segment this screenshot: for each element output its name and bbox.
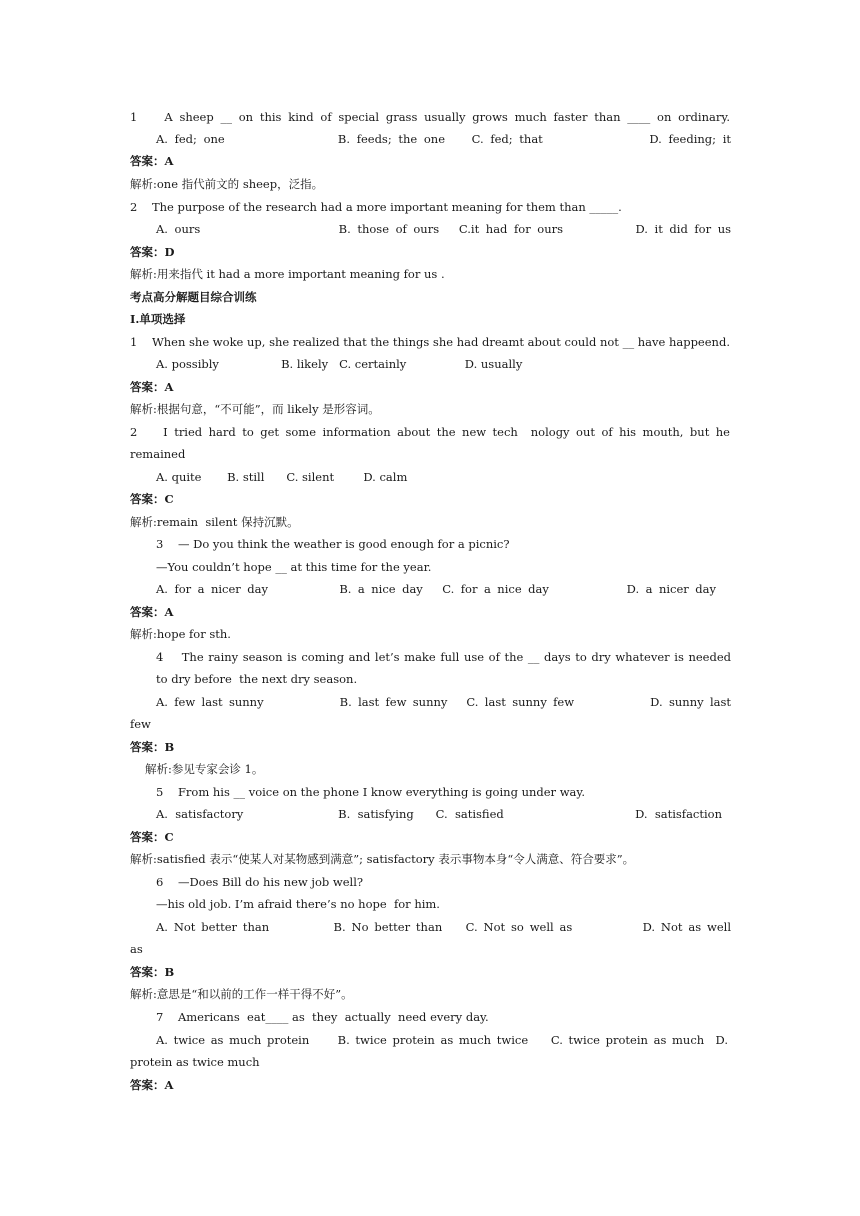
answer-options: A. few last sunny B. last few sunny C. last sunny few D. sunny last xyxy=(156,695,731,709)
answer-options: A. for a nicer day B. a nice day C. for a nice day D. a nicer day xyxy=(156,582,716,596)
text-line: —his old job. I’m afraid there’s no hope for him. xyxy=(156,897,440,911)
answer-line: 答案：C xyxy=(130,492,174,506)
answer-options: A. fed; one B. feeds; the one C. fed; that D. feeding; it xyxy=(156,132,731,146)
text-line: few xyxy=(130,717,151,731)
explanation-line: 解析:根据句意，“不可能”，而 likely 是形容词。 xyxy=(130,402,380,416)
explanation-line: 解析:remain silent 保持沉默。 xyxy=(130,515,299,529)
answer-line: 答案：A xyxy=(130,1078,174,1092)
answer-line: 答案：B xyxy=(130,740,175,754)
answer-line: 答案：C xyxy=(130,830,174,844)
section-heading: 考点高分解题目综合训练 xyxy=(130,290,257,304)
text-line: remained xyxy=(130,447,186,461)
question-stem: 7 Americans eat____ as they actually need every day. xyxy=(156,1010,489,1024)
explanation-line: 解析:意思是“和以前的工作一样干得不好”。 xyxy=(130,987,353,1001)
text-line: as xyxy=(130,942,143,956)
explanation-line: 解析:one 指代前文的 sheep，泛指。 xyxy=(130,177,324,191)
answer-options: A. Not better than B. No better than C. Not so well as D. Not as well xyxy=(156,920,731,934)
explanation-line: 解析:hope for sth. xyxy=(130,627,231,641)
question-stem: 6 —Does Bill do his new job well? xyxy=(156,875,364,889)
explanation-line: 解析:用来指代 it had a more important meaning for us . xyxy=(130,267,445,281)
answer-options: A. satisfactory B. satisfying C. satisfied D. satisfaction xyxy=(156,807,722,821)
answer-line: 答案：B xyxy=(130,965,175,979)
answer-options: A. possibly B. likely C. certainly D. usually xyxy=(156,357,523,371)
question-stem: 2 The purpose of the research had a more important meaning for them than _____. xyxy=(130,200,622,214)
question-stem: 1 A sheep __ on this kind of special grass usually grows much faster than ____ on ordinary. xyxy=(130,110,730,124)
answer-line: 答案：A xyxy=(130,605,174,619)
explanation-line: 解析:参见专家会诊 1。 xyxy=(145,762,264,776)
text-line: to dry before the next dry season. xyxy=(156,672,358,686)
text-line: protein as twice much xyxy=(130,1055,260,1069)
question-stem: 5 From his __ voice on the phone I know everything is going under way. xyxy=(156,785,586,799)
subsection-heading: I.单项选择 xyxy=(130,312,186,326)
question-stem: 3 — Do you think the weather is good enough for a picnic? xyxy=(156,537,510,551)
explanation-line: 解析:satisfied 表示“使某人对某物感到满意”; satisfactory 表示事物本身“令人满意、符合要求”。 xyxy=(130,852,635,866)
question-stem: 4 The rainy season is coming and let’s make full use of the __ days to dry whatever is needed xyxy=(156,650,731,664)
text-line: —You couldn’t hope __ at this time for the year. xyxy=(156,560,432,574)
question-stem: 1 When she woke up, she realized that the things she had dreamt about could not __ have happeend. xyxy=(130,335,730,349)
answer-options: A. ours B. those of ours C.it had for ours D. it did for us xyxy=(156,222,731,236)
answer-options: A. quite B. still C. silent D. calm xyxy=(156,470,408,484)
answer-line: 答案：A xyxy=(130,380,174,394)
answer-options: A. twice as much protein B. twice protein as much twice C. twice protein as much D. xyxy=(156,1033,728,1047)
answer-line: 答案：D xyxy=(130,245,175,259)
question-stem: 2 I tried hard to get some information about the new tech nology out of his mouth, but he xyxy=(130,425,730,439)
answer-line: 答案：A xyxy=(130,154,174,168)
